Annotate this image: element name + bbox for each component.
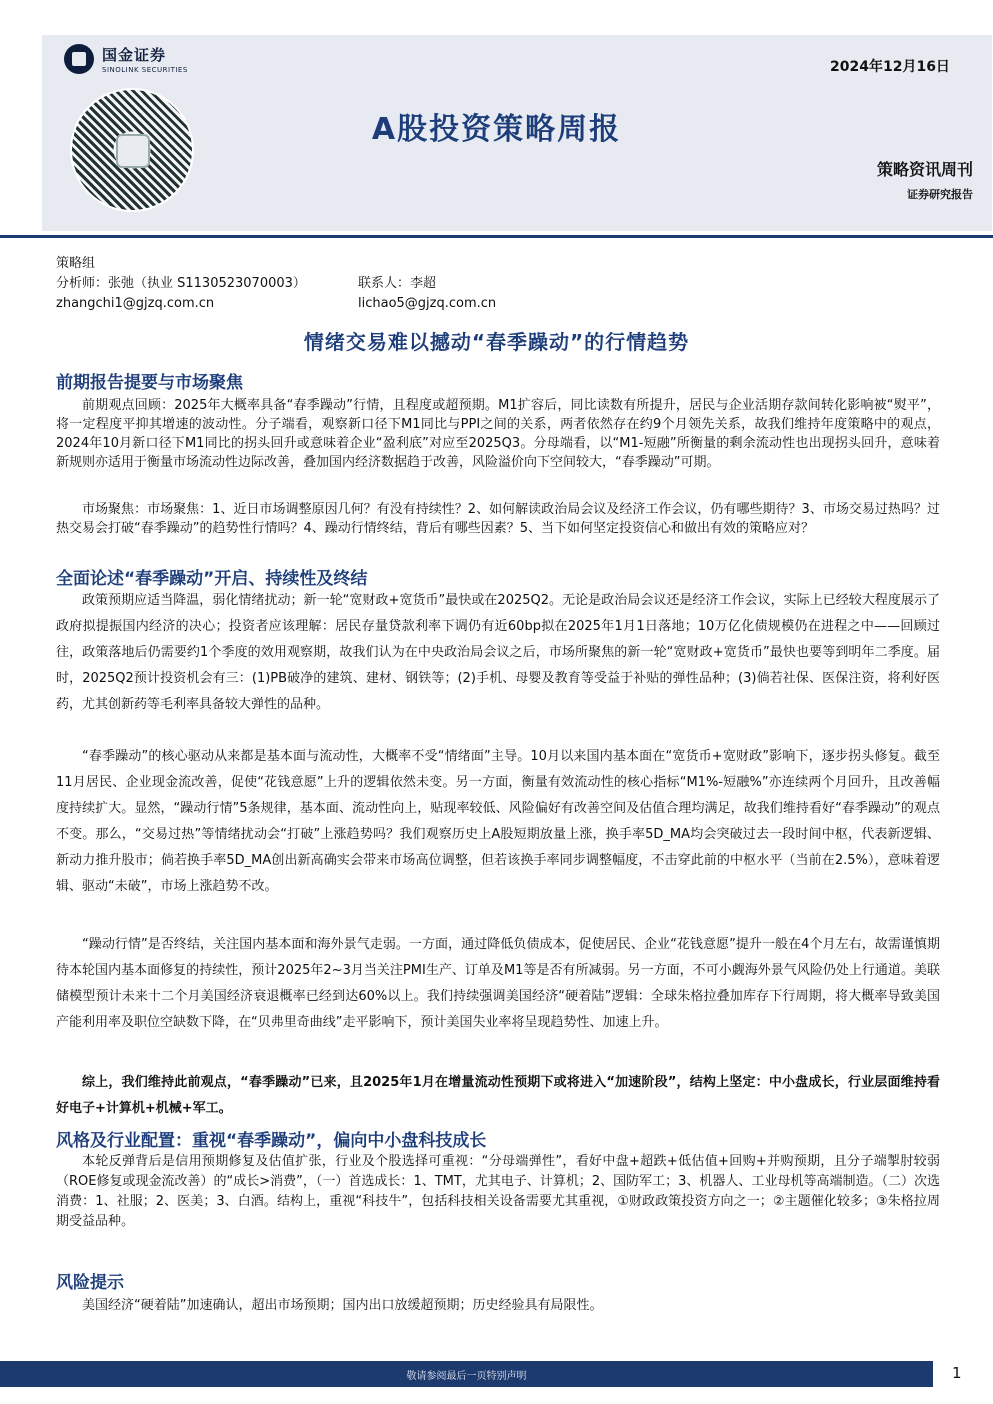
company-logo: [64, 44, 188, 74]
contact-email[interactable]: lichao5@gjzq.com.cn: [358, 296, 497, 311]
footer-disclaimer: 敬请参阅最后一页特别声明: [406, 1371, 527, 1382]
paragraph-conclusion: 综上，我们维持此前观点，“春季躁动”已来，且2025年1月在增量流动性预期下或将进入“加速阶段”，结构上坚定：中小盘成长，行业层面维持看好电子+计算机+机械+军工。: [56, 1075, 940, 1116]
section-heading-risk: 风险提示: [56, 1273, 124, 1293]
report-title: A股投资策略周报: [371, 112, 622, 147]
report-type: 证券研究报告: [907, 188, 973, 201]
author-block: [56, 254, 496, 314]
contact-name: 联系人：李超: [358, 276, 437, 291]
paragraph-core-driver: “春季躁动”的核心驱动从来都是基本面与流动性，大概率不受“情绪面”主导。10月以来国内基本面在“宽货币+宽财政”影响下，逐步拐头修复。截至11月居民、企业现金流改善，促使“花钱意愿”上升的逻辑依然未变。另一方面，衡量有效流动性的核心指标“M1%-短融%”亦连续两个月回升，且改善幅度持续扩大。显然，“躁动行情”5条规律，基本面、流动性向上，贴现率较低、风险偏好有改善空间及估值合理均满足，故我们维持看好“春季躁动”的观点不变。那么，“交易过热”等情绪扰动会“打破”上涨趋势吗？我们观察历史上A股短期放量上涨，换手率5D_MA均会突破过去一段时间中枢，代表新逻辑、新动力推升股市；倘若换手率5D_MA创出新高确实会带来市场高位调整，但若该换手率同步调整幅度，不击穿此前的中枢水平（当前在2.5%），意味着逻辑、驱动“未破”，市场上涨趋势不改。: [56, 749, 940, 894]
paragraph-market-focus: 市场聚焦：市场聚焦：1、近日市场调整原因几何？有没有持续性？2、如何解读政治局会议及经济工作会议，仍有哪些期待？3、市场交易过热吗？过热交易会打破“春季躁动”的趋势性行情吗？4、躁动行情终结，背后有哪些因素？5、当下如何坚定投资信心和做出有效的策略应对？: [56, 502, 940, 536]
paragraph-previous-view: 前期观点回顾：2025年大概率具备“春季躁动”行情，且程度或超预期。M1扩容后，同比读数有所提升，居民与企业活期存款间转化影响被“熨平”，将一定程度平抑其增速的波动性。分子端看，观察新口径下M1同比与PPI之间的关系，两者依然存在约9个月领先关系，故我们维持年度策略中的观点，2024年10月新口径下M1同比的拐头回升或意味着企业“盈利底”对应至2025Q3。分母端看，以“M1-短融”所衡量的剩余流动性也出现拐头回升，意味着新规则亦适用于衡量市场流动性边际改善，叠加国内经济数据趋于改善，风险溢价向下空间较大，“春季躁动”可期。: [56, 398, 940, 470]
sinolink-logo-icon: [64, 44, 94, 74]
section-heading-spring-rally: 全面论述“春季躁动”开启、持续性及终结: [56, 569, 368, 589]
paragraph-risk: 美国经济“硬着陆”加速确认，超出市场预期；国内出口放缓超预期；历史经验具有局限性。: [82, 1298, 603, 1313]
section-heading-review: 前期报告提要与市场聚焦: [56, 373, 243, 393]
paragraph-rally-end: “躁动行情”是否终结，关注国内基本面和海外景气走弱。一方面，通过降低负债成本，促使居民、企业“花钱意愿”提升一般在4个月左右，故需谨慎期待本轮国内基本面修复的持续性，预计2025年2~3月当关注PMI生产、订单及M1等是否有所减弱。另一方面，不可小觑海外景气风险仍处上行通道。美联储模型预计未来十二个月美国经济衰退概率已经到达60%以上。我们持续强调美国经济“硬着陆”逻辑：全球朱格拉叠加库存下行周期，将大概率导致美国产能利用率及职位空缺数下降，在“贝弗里奇曲线”走平影响下，预计美国失业率将呈现趋势性、加速上升。: [56, 937, 940, 1030]
report-date: 2024年12月16日: [830, 59, 950, 75]
logo-chinese-name: 国金证券: [102, 46, 167, 64]
page-number: 1: [952, 1364, 962, 1382]
section-heading-style-allocation: 风格及行业配置：重视“春季躁动”，偏向中小盘科技成长: [56, 1131, 487, 1151]
analyst-name: 分析师：张弛（执业 S1130523070003）: [56, 276, 306, 291]
analyst-email[interactable]: zhangchi1@gjzq.com.cn: [56, 296, 215, 311]
report-headline: 情绪交易难以撼动“春季躁动”的行情趋势: [303, 330, 690, 354]
logo-english-name: SINOLINK SECURITIES: [102, 66, 188, 74]
team-name: 策略组: [56, 256, 96, 271]
paragraph-policy-expectation: 政策预期应适当降温，弱化情绪扰动；新一轮“宽财政+宽货币”最快或在2025Q2。无论是政治局会议还是经济工作会议，实际上已经较大程度展示了政府拟提振国内经济的决心；投资者应该理解：居民存量贷款利率下调仍有近60bp拟在2025年1月1日落地；10万亿化债规模仍在进程之中——回顾过往，政策落地后仍需要约1个季度的效用观察期，故我们认为在中央政治局会议之后，市场所聚焦的新一轮“宽财政+宽货币”最快也要等到明年二季度。届时，2025Q2预计投资机会有三：(1)PB破净的建筑、建材、钢铁等；(2)手机、母婴及教育等受益于补贴的弹性品种；(3)倘若社保、医保注资，将利好医药，尤其创新药等毛利率具备较大弹性的品种。: [56, 593, 940, 712]
report-series: 策略资讯周刊: [876, 160, 973, 179]
paragraph-allocation: 本轮反弹背后是信用预期修复及估值扩张，行业及个股选择可重视：“分母端弹性”，看好中盘+超跌+低估值+回购+并购预期，且分子端掣肘较弱（ROE修复或现金流改善）的“成长>消费”，（一）首选成长：1、TMT，尤其电子、计算机；2、国防军工；3、机器人、工业母机等高端制造。（二）次选消费：1、社服；2、医美；3、白酒。结构上，重视“科技牛”，包括科技相关设备需要尤其重视，①财政政策投资方向之一；②主题催化较多；③朱格拉周期受益品种。: [56, 1154, 940, 1229]
